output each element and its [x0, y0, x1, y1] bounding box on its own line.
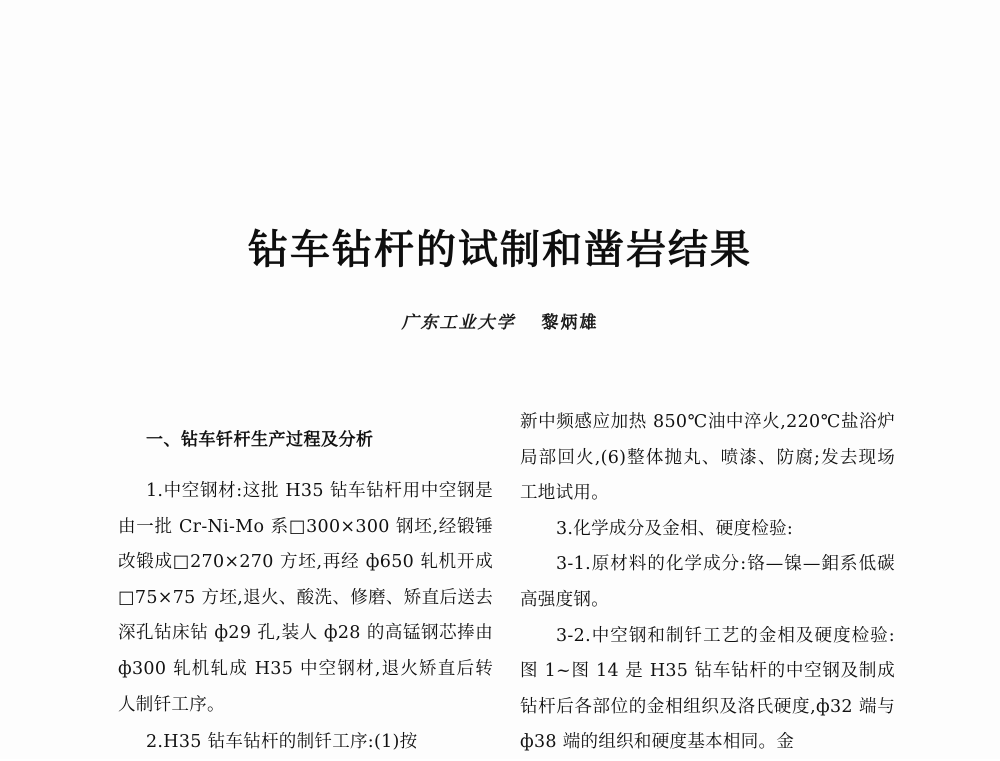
paragraph-hollow-steel: 1.中空钢材:这批 H35 钻车钻杆用中空钢是由一批 Cr-Ni-Mo 系□300×300 钢坯,经锻锤改锻成□270×270 方坯,再经 ф650 轧机开成□75×75 方坯,退火、酸洗、修磨、矫直后送去深孔钻床钻 ф29 孔,装人 ф28 的高锰钢芯捧由 ф300 轧机轧成 H35 中空钢材,退火矫直后转人制钎工序。: [118, 481, 493, 715]
paragraph-continued: 新中频感应加热 850℃油中淬火,220℃盐浴炉局部回火,(6)整体抛丸、喷漆、防腐;发去现场工地试用。: [520, 412, 895, 504]
paragraph-drill-process: 2.H35 钻车钻杆的制钎工序:(1)按: [146, 732, 418, 753]
right-column: [520, 405, 895, 761]
affiliation: 广东工业大学: [401, 313, 516, 333]
article-title: 钻车钻杆的试制和凿岩结果: [248, 227, 752, 273]
section-heading: 一、钻车钎杆生产过程及分析: [146, 430, 374, 450]
paragraph-metallography: 3-2.中空钢和制钎工艺的金相及硬度检验:图 1~图 14 是 H35 钻车钻杆的中空钢及制成钻杆后各部位的金相组织及洛氏硬度,ф32 端与 ф38 端的组织和硬度基本相同。金: [520, 625, 895, 753]
left-column: [118, 423, 493, 761]
byline: [0, 311, 1000, 335]
paragraph-chem-heading: 3.化学成分及金相、硬度检验:: [556, 518, 794, 539]
paragraph-chem-composition: 3-1.原材料的化学成分:铬—镍—鉬系低碳高强度钢。: [520, 554, 895, 610]
author-name: 黎炳雄: [541, 313, 599, 333]
